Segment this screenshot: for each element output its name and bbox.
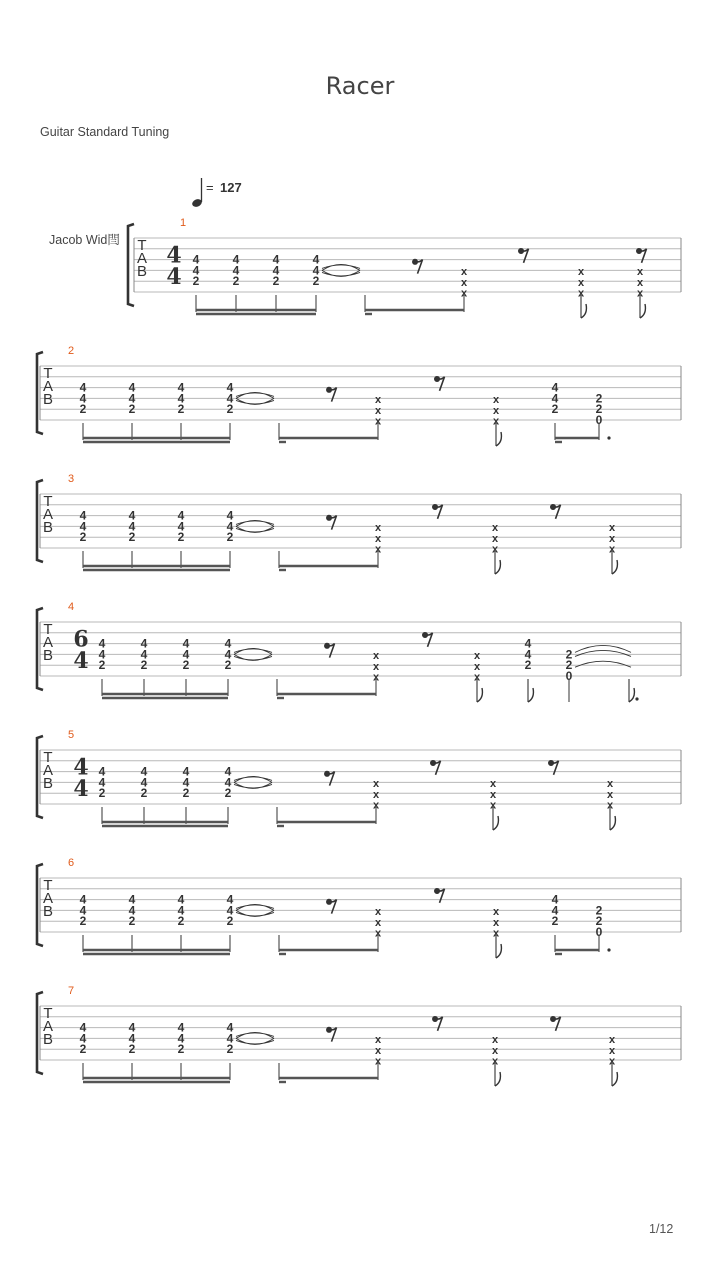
- fret-number: 0: [595, 925, 603, 939]
- fret-number: 4: [224, 636, 232, 651]
- fret-number: 2: [272, 274, 280, 289]
- time-signature-top: 4: [166, 242, 182, 269]
- dead-note: x: [374, 532, 382, 545]
- tab-clef-letter: T: [43, 876, 53, 894]
- rest-dot: [413, 259, 417, 263]
- rest-dot: [435, 888, 439, 892]
- fret-number: 2: [224, 786, 232, 801]
- time-signature-bottom: 4: [73, 776, 89, 803]
- measure-number: 6: [67, 857, 75, 869]
- dead-note: x: [374, 404, 382, 417]
- fret-number: 4: [226, 508, 234, 523]
- fret-number: 2: [224, 658, 232, 673]
- tab-clef-letter: T: [43, 620, 53, 638]
- fret-number: 4: [79, 1020, 87, 1035]
- dead-note: x: [492, 906, 500, 919]
- fret-number: 2: [551, 914, 559, 929]
- dead-note: x: [473, 660, 481, 673]
- tab-clef-letter: T: [43, 492, 53, 510]
- tie-arc: [575, 645, 631, 667]
- tab-clef-letter: T: [43, 364, 53, 382]
- dead-note: x: [374, 906, 382, 919]
- fret-number: 4: [79, 892, 87, 907]
- fret-number: 4: [128, 508, 136, 523]
- dead-note: x: [492, 415, 500, 428]
- dead-note: x: [491, 522, 499, 535]
- fret-number: 4: [272, 263, 280, 278]
- fret-number: 4: [177, 1020, 185, 1035]
- rest-dot: [549, 760, 553, 764]
- dead-note: x: [374, 916, 382, 929]
- measure-number: 3: [67, 473, 75, 485]
- fret-number: 2: [182, 658, 190, 673]
- instrument-label: Jacob Wid閆: [49, 233, 120, 247]
- dead-note: x: [374, 543, 382, 556]
- fret-number: 4: [98, 647, 106, 662]
- note-flag: [493, 816, 498, 830]
- dead-note: x: [492, 404, 500, 417]
- dead-note: x: [608, 1055, 616, 1068]
- fret-number: 4: [524, 636, 532, 651]
- tab-clef-letter: B: [42, 774, 54, 792]
- fret-number: 4: [226, 892, 234, 907]
- rest-dot: [327, 387, 331, 391]
- fret-number: 4: [312, 252, 320, 267]
- fret-number: 4: [272, 252, 280, 267]
- fret-number: 2: [226, 530, 234, 545]
- fret-number: 2: [551, 402, 559, 417]
- fret-number: 4: [177, 508, 185, 523]
- dead-note: x: [491, 1034, 499, 1047]
- dead-note: x: [608, 532, 616, 545]
- tab-clef-letter: A: [136, 249, 148, 267]
- fret-number: 4: [128, 892, 136, 907]
- dead-note: x: [372, 650, 380, 663]
- note-flag: [581, 304, 586, 318]
- tab-clef-letter: B: [136, 262, 148, 280]
- song-title: Racer: [325, 72, 395, 100]
- note-flag: [495, 560, 500, 574]
- fret-number: 4: [226, 519, 234, 534]
- fret-number: 2: [140, 786, 148, 801]
- rest-dot: [435, 376, 439, 380]
- fret-number: 2: [128, 530, 136, 545]
- fret-number: 2: [79, 530, 87, 545]
- rest-dot: [637, 248, 641, 252]
- tab-clef-letter: A: [42, 1017, 54, 1035]
- fret-number: 2: [79, 402, 87, 417]
- rest-dot: [325, 771, 329, 775]
- dead-note: x: [491, 1055, 499, 1068]
- dead-note: x: [608, 1034, 616, 1047]
- fret-number: 2: [226, 914, 234, 929]
- time-signature-top: 4: [73, 754, 89, 781]
- tab-clef-letter: B: [42, 902, 54, 920]
- dead-note: x: [374, 522, 382, 535]
- time-signature-bottom: 4: [73, 648, 89, 675]
- dead-note: x: [636, 276, 644, 289]
- fret-number: 4: [524, 647, 532, 662]
- rest-dot: [423, 632, 427, 636]
- rest-dot: [551, 504, 555, 508]
- fret-number: 4: [128, 1020, 136, 1035]
- tab-clef-letter: B: [42, 518, 54, 536]
- rest-dot: [327, 1027, 331, 1031]
- tab-clef-letter: A: [42, 377, 54, 395]
- dot: [635, 697, 638, 700]
- fret-number: 0: [565, 669, 573, 683]
- dead-note: x: [606, 799, 614, 812]
- fret-number: 2: [524, 658, 532, 673]
- fret-number: 4: [128, 380, 136, 395]
- fret-number: 2: [177, 402, 185, 417]
- fret-number: 2: [595, 402, 603, 417]
- dead-note: x: [608, 1044, 616, 1057]
- time-signature-top: 6: [73, 626, 89, 653]
- rest-dot: [327, 899, 331, 903]
- fret-number: 4: [128, 903, 136, 918]
- fret-number: 4: [551, 903, 559, 918]
- fret-number: 4: [192, 263, 200, 278]
- fret-number: 4: [177, 903, 185, 918]
- dead-note: x: [608, 543, 616, 556]
- fret-number: 4: [79, 903, 87, 918]
- fret-number: 4: [224, 647, 232, 662]
- dead-note: x: [491, 532, 499, 545]
- dead-note: x: [606, 778, 614, 791]
- tab-clef-letter: T: [137, 236, 147, 254]
- fret-number: 4: [551, 380, 559, 395]
- fret-number: 2: [128, 914, 136, 929]
- dead-note: x: [489, 799, 497, 812]
- note-flag: [610, 816, 615, 830]
- fret-number: 2: [128, 1042, 136, 1057]
- dead-note: x: [374, 1034, 382, 1047]
- dead-note: x: [492, 927, 500, 940]
- note-flag: [612, 1072, 617, 1086]
- fret-number: 4: [232, 252, 240, 267]
- fret-number: 4: [177, 380, 185, 395]
- dead-note: x: [460, 276, 468, 289]
- fret-number: 4: [226, 380, 234, 395]
- fret-number: 4: [79, 1031, 87, 1046]
- dead-note: x: [577, 266, 585, 279]
- fret-number: 4: [79, 380, 87, 395]
- dead-note: x: [489, 778, 497, 791]
- dead-note: x: [492, 916, 500, 929]
- dead-note: x: [491, 1044, 499, 1057]
- note-flag: [496, 944, 501, 958]
- dead-note: x: [636, 287, 644, 300]
- fret-number: 2: [98, 658, 106, 673]
- fret-number: 4: [177, 519, 185, 534]
- fret-number: 4: [177, 892, 185, 907]
- fret-number: 4: [140, 764, 148, 779]
- fret-number: 4: [128, 519, 136, 534]
- dead-note: x: [374, 1055, 382, 1068]
- tab-clef-letter: T: [43, 1004, 53, 1022]
- dead-note: x: [372, 799, 380, 812]
- fret-number: 4: [140, 647, 148, 662]
- tab-clef-letter: T: [43, 748, 53, 766]
- note-flag: [640, 304, 645, 318]
- rest-dot: [433, 1016, 437, 1020]
- dead-note: x: [491, 543, 499, 556]
- fret-number: 2: [565, 658, 573, 673]
- fret-number: 2: [177, 914, 185, 929]
- measure-number: 1: [179, 217, 187, 229]
- fret-number: 4: [226, 903, 234, 918]
- fret-number: 4: [182, 636, 190, 651]
- fret-number: 2: [565, 647, 573, 662]
- dead-note: x: [577, 287, 585, 300]
- fret-number: 2: [177, 1042, 185, 1057]
- fret-number: 2: [98, 786, 106, 801]
- fret-number: 2: [79, 914, 87, 929]
- fret-number: 4: [182, 775, 190, 790]
- fret-number: 4: [226, 1020, 234, 1035]
- fret-number: 4: [551, 391, 559, 406]
- tab-clef-letter: A: [42, 505, 54, 523]
- tempo-value: 127: [220, 180, 242, 195]
- fret-number: 2: [232, 274, 240, 289]
- fret-number: 4: [182, 764, 190, 779]
- note-flag: [477, 688, 482, 702]
- note-flag: [495, 1072, 500, 1086]
- note-flag: [629, 688, 634, 702]
- fret-number: 4: [226, 1031, 234, 1046]
- measure-number: 7: [67, 985, 75, 997]
- fret-number: 2: [312, 274, 320, 289]
- note-flag: [612, 560, 617, 574]
- dead-note: x: [374, 415, 382, 428]
- fret-number: 4: [192, 252, 200, 267]
- rest-dot: [325, 643, 329, 647]
- fret-number: 2: [226, 1042, 234, 1057]
- fret-number: 4: [182, 647, 190, 662]
- dead-note: x: [492, 394, 500, 407]
- dead-note: x: [374, 394, 382, 407]
- fret-number: 4: [551, 892, 559, 907]
- note-flag: [528, 688, 533, 702]
- fret-number: 0: [595, 413, 603, 427]
- dead-note: x: [606, 788, 614, 801]
- dead-note: x: [372, 788, 380, 801]
- measure-number: 4: [67, 601, 75, 613]
- fret-number: 4: [79, 508, 87, 523]
- tab-clef-letter: B: [42, 1030, 54, 1048]
- dead-note: x: [608, 522, 616, 535]
- fret-number: 2: [128, 402, 136, 417]
- fret-number: 4: [79, 519, 87, 534]
- fret-number: 2: [140, 658, 148, 673]
- fret-number: 4: [140, 636, 148, 651]
- note-flag: [496, 432, 501, 446]
- fret-number: 4: [98, 636, 106, 651]
- measure-number: 5: [67, 729, 75, 741]
- tab-clef-letter: A: [42, 633, 54, 651]
- fret-number: 2: [192, 274, 200, 289]
- tab-clef-letter: B: [42, 390, 54, 408]
- dead-note: x: [374, 1044, 382, 1057]
- dead-note: x: [372, 671, 380, 684]
- dead-note: x: [473, 671, 481, 684]
- fret-number: 2: [595, 903, 603, 918]
- fret-number: 2: [79, 1042, 87, 1057]
- dead-note: x: [460, 266, 468, 279]
- fret-number: 4: [128, 1031, 136, 1046]
- fret-number: 4: [224, 775, 232, 790]
- tempo-equals: =: [206, 180, 214, 195]
- fret-number: 4: [98, 764, 106, 779]
- fret-number: 4: [224, 764, 232, 779]
- dead-note: x: [473, 650, 481, 663]
- fret-number: 2: [177, 530, 185, 545]
- rest-dot: [431, 760, 435, 764]
- dead-note: x: [460, 287, 468, 300]
- fret-number: 4: [140, 775, 148, 790]
- fret-number: 4: [98, 775, 106, 790]
- rest-dot: [327, 515, 331, 519]
- rest-dot: [519, 248, 523, 252]
- dot: [607, 948, 610, 951]
- fret-number: 4: [128, 391, 136, 406]
- tuning-label: Guitar Standard Tuning: [40, 125, 170, 139]
- tab-clef-letter: A: [42, 889, 54, 907]
- fret-number: 2: [595, 391, 603, 406]
- page-number: 1/12: [649, 1222, 674, 1236]
- dead-note: x: [636, 266, 644, 279]
- tab-clef-letter: B: [42, 646, 54, 664]
- fret-number: 4: [79, 391, 87, 406]
- fret-number: 2: [595, 914, 603, 929]
- fret-number: 2: [226, 402, 234, 417]
- rest-dot: [551, 1016, 555, 1020]
- dead-note: x: [372, 778, 380, 791]
- dot: [607, 436, 610, 439]
- fret-number: 4: [177, 1031, 185, 1046]
- fret-number: 4: [177, 391, 185, 406]
- fret-number: 4: [226, 391, 234, 406]
- dead-note: x: [372, 660, 380, 673]
- dead-note: x: [577, 276, 585, 289]
- fret-number: 2: [182, 786, 190, 801]
- dead-note: x: [489, 788, 497, 801]
- rest-dot: [433, 504, 437, 508]
- measure-number: 2: [67, 345, 75, 357]
- fret-number: 4: [232, 263, 240, 278]
- system-bracket: [128, 224, 134, 306]
- fret-number: 4: [312, 263, 320, 278]
- dead-note: x: [374, 927, 382, 940]
- time-signature-bottom: 4: [166, 264, 182, 291]
- tab-clef-letter: A: [42, 761, 54, 779]
